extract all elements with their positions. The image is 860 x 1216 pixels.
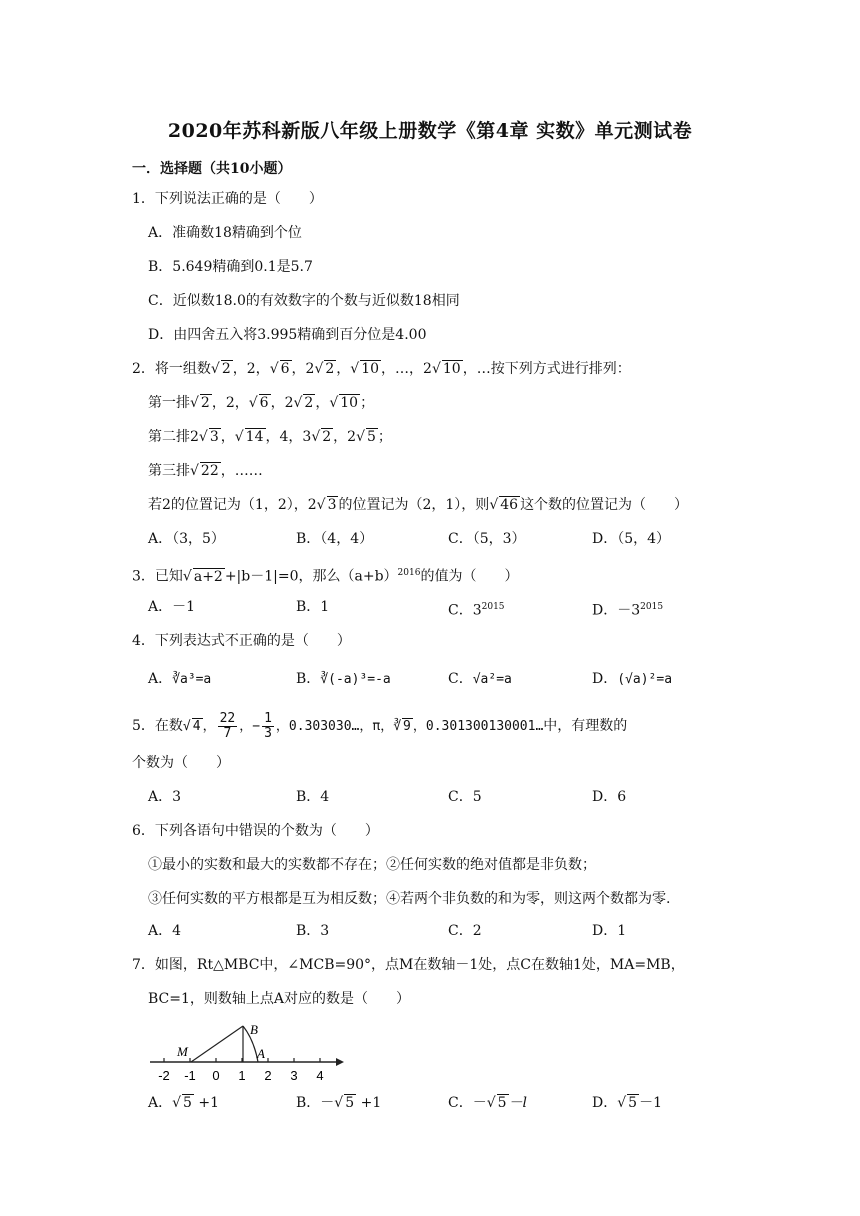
q1-option-d: D．由四舍五入将3.995精确到百分位是4.00	[148, 327, 427, 343]
q2-stem: 2．将一组数√ 2 ，2，√ 6 ，2√ 2 ，√ 10 ，…，2√ 10 ，…按下列方式进行排列：	[132, 361, 631, 377]
q4-option-a: A．∛a³=a	[148, 671, 212, 687]
q1-option-b: B．5.649精确到0.1是5.7	[148, 259, 313, 275]
tick-label: 4	[316, 1068, 324, 1083]
label-b: B	[250, 1022, 258, 1037]
q7-option-c: C．－√ 5 －l	[448, 1095, 528, 1111]
q5-stem: 5．在数√ 4 ， $\frac{22}{7}$ ，− $\frac{1}{3}$ ，0.303030…，π，∛ 9 ，0.301300130001…中，有理数的	[132, 711, 628, 741]
label-a: A	[257, 1046, 265, 1061]
q7-stem-line1: 7．如图，Rt△MBC中，∠MCB=90°，点M在数轴－1处，点C在数轴1处，MA=MB，	[132, 957, 685, 973]
tick-label: -2	[158, 1068, 170, 1083]
q5-option-d: D．6	[592, 789, 627, 805]
q3-option-b: B．1	[296, 599, 330, 615]
q6-option-d: D．1	[592, 923, 627, 939]
q4-option-c: C．√a²=a	[448, 671, 512, 687]
q6-option-b: B．3	[296, 923, 330, 939]
number-line-figure	[146, 1018, 346, 1086]
q2-option-d: D．（5，4）	[592, 531, 671, 547]
tick-labels	[158, 1068, 323, 1083]
q5-option-a: A．3	[148, 789, 182, 805]
q4-stem: 4．下列表达式不正确的是（ ）	[132, 633, 351, 649]
q7-option-a: A．√ 5 +1	[148, 1095, 220, 1111]
arrow-icon	[336, 1058, 344, 1066]
tick-label: -1	[184, 1068, 196, 1083]
q5-option-c: C．5	[448, 789, 482, 805]
q4-option-d: D．(√a)²=a	[592, 671, 673, 687]
q1-stem: 1．下列说法正确的是（ ）	[132, 191, 323, 207]
q6-stem: 6．下列各语句中错误的个数为（ ）	[132, 823, 379, 839]
q2-option-b: B．（4，4）	[296, 531, 374, 547]
q3-option-d: D．$-3^{2015}$	[592, 602, 664, 619]
q1-option-a: A．准确数18精确到个位	[148, 225, 302, 241]
fraction-1-3: $\frac{1}{3}$	[264, 711, 272, 741]
q1-option-c: C．近似数18.0的有效数字的个数与近似数18相同	[148, 293, 460, 309]
q2-option-c: C．（5，3）	[448, 531, 526, 547]
q2-condition: 若2的位置记为（1，2），2√ 3 的位置记为（2，1），则√ 46 这个数的位置记为（ ）	[148, 497, 689, 513]
tick-label: 0	[212, 1068, 220, 1083]
fraction-22-7: $\frac{22}{7}$	[219, 711, 236, 741]
q7-stem-line2: BC=1，则数轴上点A对应的数是（ ）	[148, 991, 411, 1007]
tick-label: 2	[264, 1068, 272, 1083]
q4-option-b: B．∛(-a)³=-a	[296, 671, 391, 687]
q7-option-d: D．√ 5 －1	[592, 1095, 662, 1111]
q2-row-2: 第二排2√ 3 ，√ 14 ，4，3√ 2 ，2√ 5 ；	[148, 429, 392, 445]
q6-statement-2: ③任何实数的平方根都是互为相反数；④若两个非负数的和为零，则这两个数都为零.	[148, 891, 671, 907]
tick-label: 1	[238, 1068, 246, 1083]
q6-option-c: C．2	[448, 923, 482, 939]
q5-stem-cont: 个数为（ ）	[132, 755, 230, 771]
label-m: M	[177, 1044, 188, 1059]
tick-label: 3	[290, 1068, 298, 1083]
section-heading: 一．选择题（共10小题）	[132, 161, 292, 177]
q7-option-b: B．－√ 5 +1	[296, 1095, 382, 1111]
q3-stem: 3．已知√ a+2 +|b－1|=0，那么$(a+b)^{2016}$的值为（ ）	[132, 568, 519, 585]
q3-option-c: C．$3^{2015}$	[448, 602, 505, 619]
q3-option-a: A．－1	[148, 599, 196, 615]
q2-row-1: 第一排√ 2 ，2，√ 6 ，2√ 2 ，√ 10 ；	[148, 395, 375, 411]
q2-option-a: A．（3，5）	[148, 531, 225, 547]
q6-statement-1: ①最小的实数和最大的实数都不存在；②任何实数的绝对值都是非负数；	[148, 857, 596, 873]
q6-option-a: A．4	[148, 923, 182, 939]
q2-row-3: 第三排√ 22 ，……	[148, 463, 263, 479]
segment-mb	[191, 1026, 243, 1062]
q5-option-b: B．4	[296, 789, 330, 805]
page-title: 2020年苏科新版八年级上册数学《第4章 实数》单元测试卷	[167, 120, 693, 142]
